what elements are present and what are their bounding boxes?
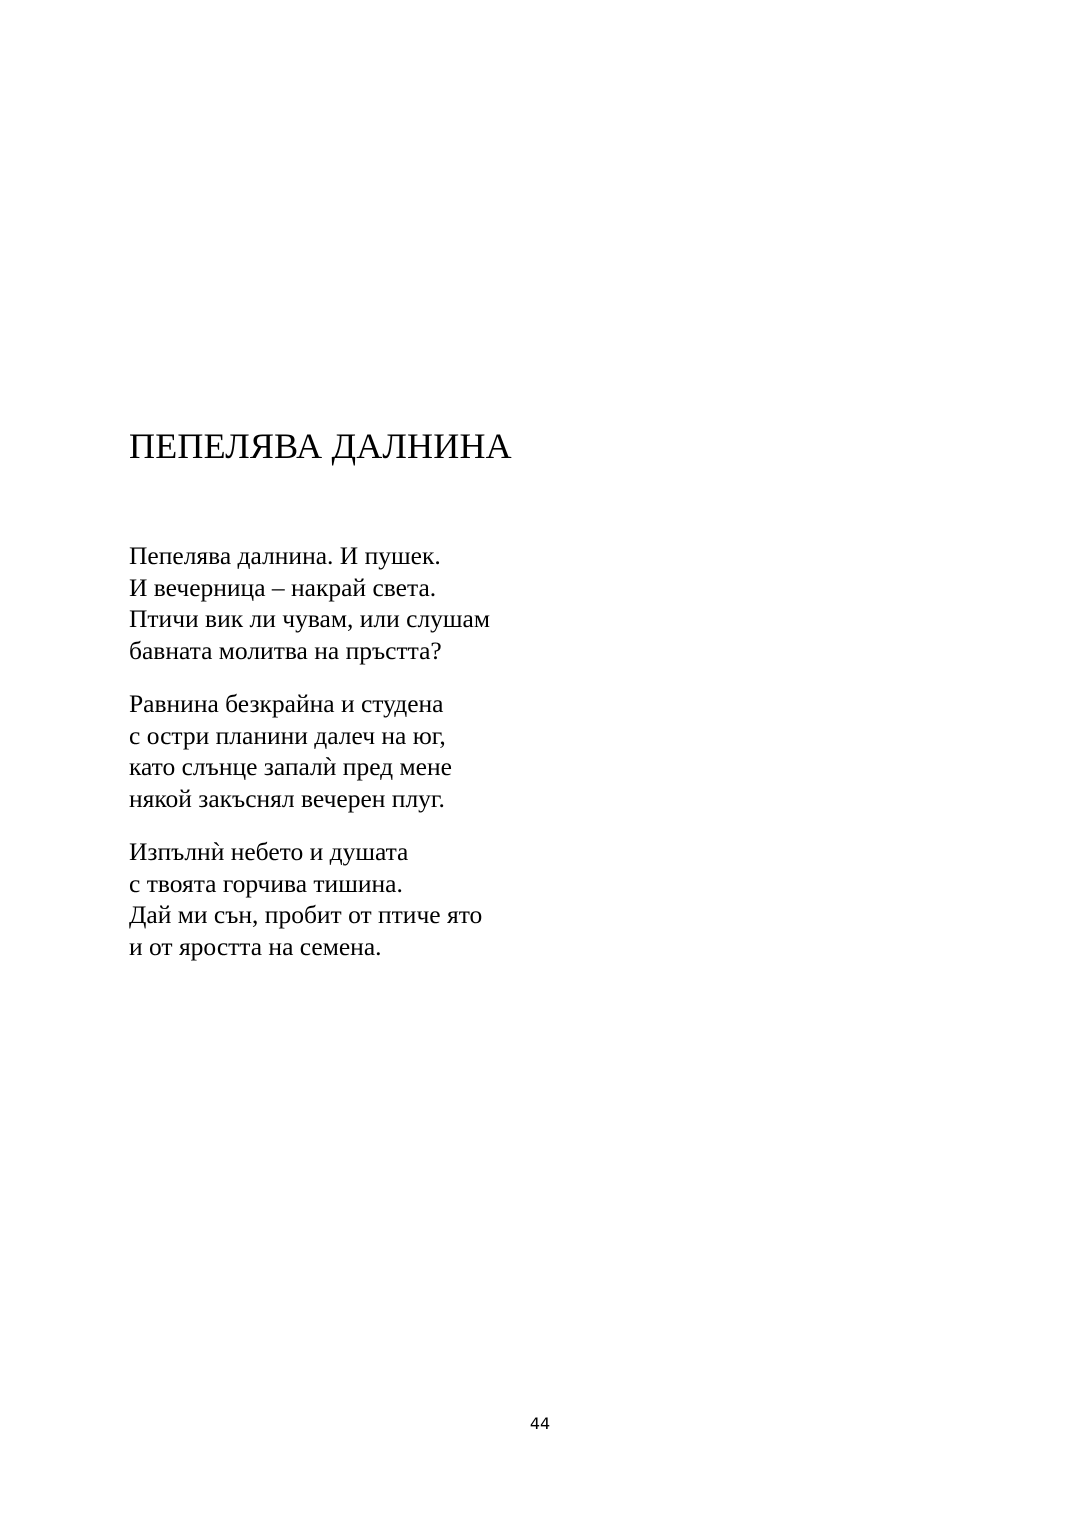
stanza-3 — [129, 836, 482, 962]
verse-line: Дай ми сън, пробит от птиче ято — [129, 900, 483, 929]
verse-line: Птичи вик ли чувам, или слушам — [129, 604, 491, 633]
verse-line: някой закъснял вечерен плуг. — [129, 783, 445, 813]
verse-line: Равнина безкрайна и студена — [129, 689, 444, 718]
verse-line: и от яростта на семена. — [129, 931, 382, 961]
verse-line: Пепелява далнина. И пушек. — [129, 541, 441, 570]
stanza-2 — [129, 688, 452, 814]
poem-title: ПЕПЕЛЯВА ДАЛНИНА — [129, 426, 512, 466]
verse-line: И вечерница – накрай света. — [129, 572, 437, 602]
verse-line: с остри планини далеч на юг, — [129, 720, 446, 750]
verse-line: бавната молитва на пръстта? — [129, 635, 442, 665]
stanza-1 — [129, 540, 490, 666]
page-number: 44 — [529, 1414, 551, 1433]
verse-line: Изпълнѝ небето и душата — [129, 837, 409, 866]
verse-line: с твоята горчива тишина. — [129, 868, 403, 898]
verse-line: като слънце запалѝ пред мене — [129, 752, 452, 781]
